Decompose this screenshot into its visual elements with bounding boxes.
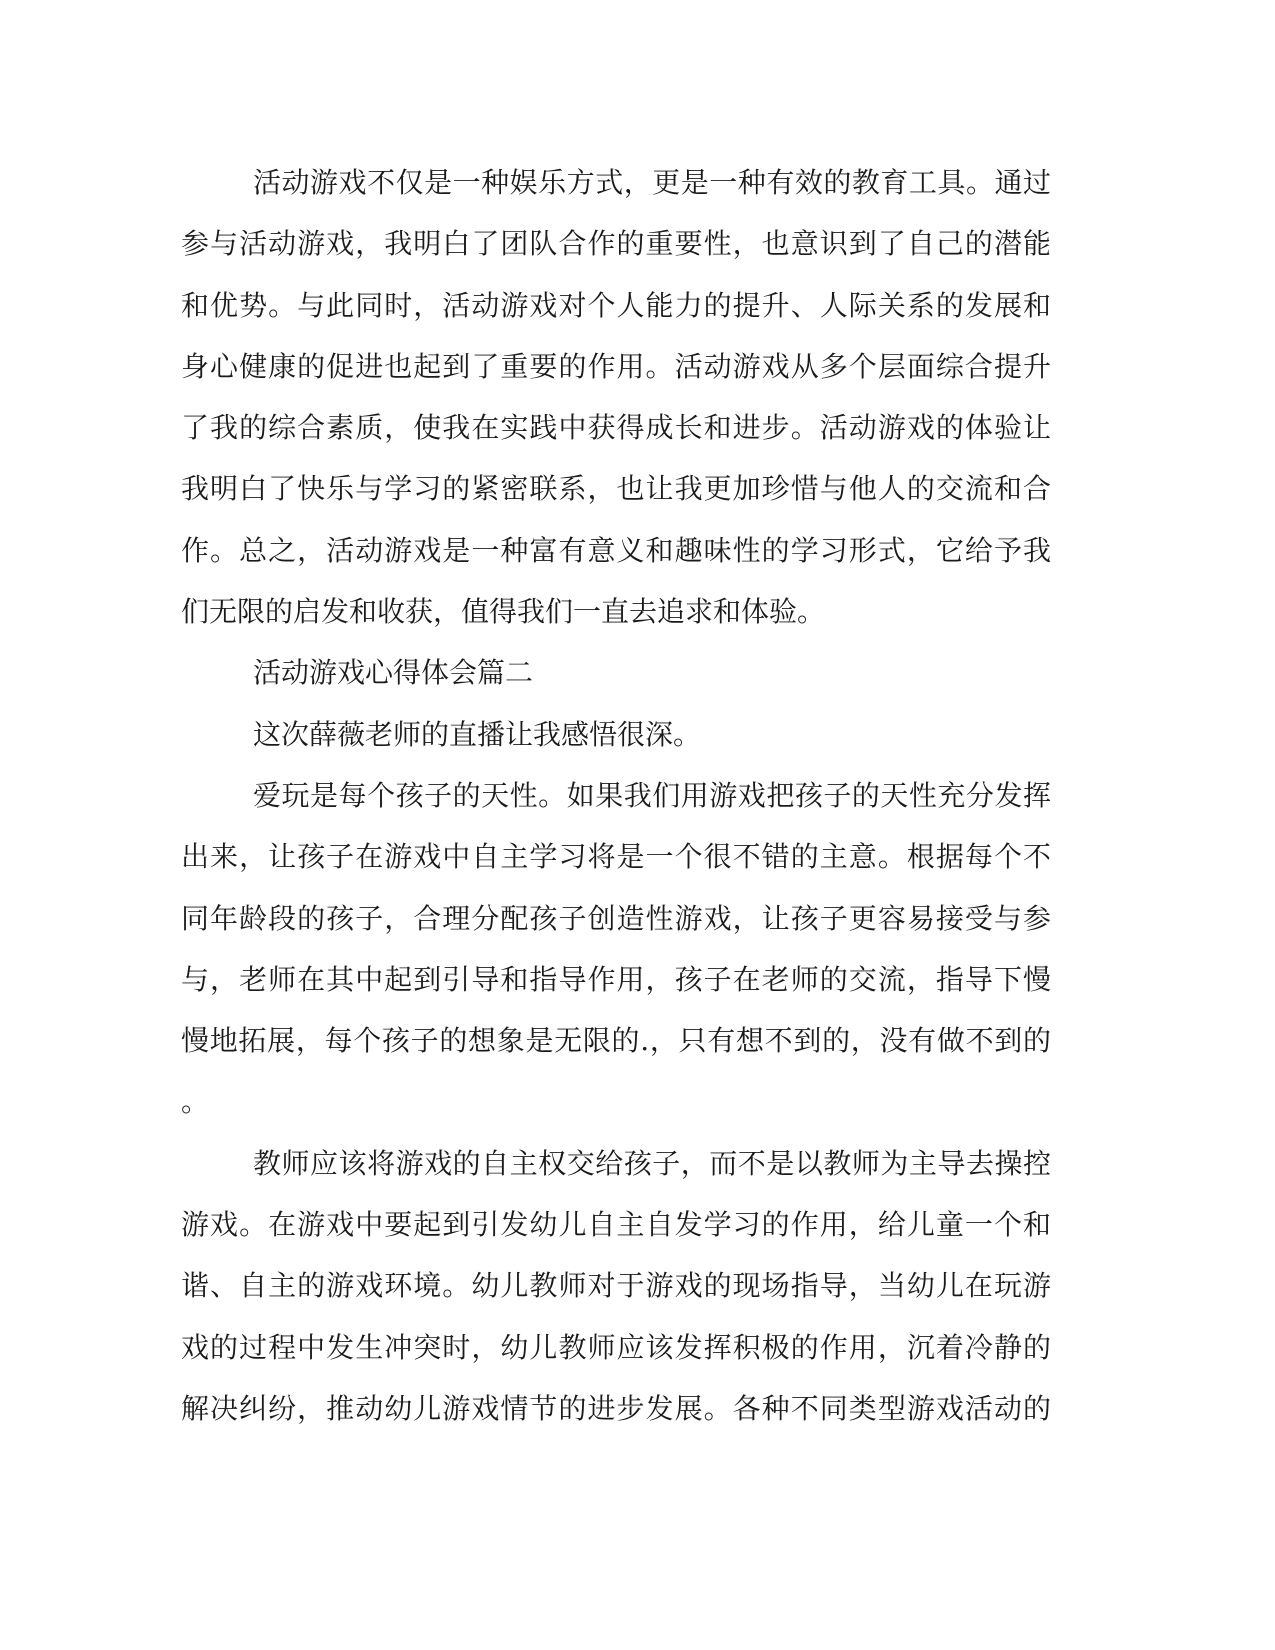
text-line: 作。总之，活动游戏是一种富有意义和趣味性的学习形式，它给予我 [181,533,1051,567]
text-line: 同年龄段的孩子，合理分配孩子创造性游戏，让孩子更容易接受与参 [181,901,1051,935]
text-line: 和优势。与此同时，活动游戏对个人能力的提升、人际关系的发展和 [181,288,1051,322]
paragraph [181,704,1051,765]
text-line: 教师应该将游戏的自主权交给孩子，而不是以教师为主导去操控 [253,1146,1051,1180]
text-line: 谐、自主的游戏环境。幼儿教师对于游戏的现场指导，当幼儿在玩游 [181,1269,1051,1303]
text-line: 爱玩是每个孩子的天性。如果我们用游戏把孩子的天性充分发挥 [253,778,1051,812]
paragraph [181,1133,1051,1439]
text-line: 与，老师在其中起到引导和指导作用，孩子在老师的交流，指导下慢 [181,962,1051,996]
text-line: 们无限的启发和收获，值得我们一直去追求和体验。 [181,595,826,629]
text-line: 出来，让孩子在游戏中自主学习将是一个很不错的主意。根据每个不 [181,840,1051,874]
paragraph [181,152,1051,642]
document-body [181,152,1051,1439]
text-line: 了我的综合素质，使我在实践中获得成长和进步。活动游戏的体验让 [181,411,1051,445]
paragraph [181,765,1051,1133]
text-line: 。 [181,1085,210,1119]
text-line: 活动游戏不仅是一种娱乐方式，更是一种有效的教育工具。通过 [253,166,1051,199]
text-line: 参与活动游戏，我明白了团队合作的重要性，也意识到了自己的潜能 [181,227,1051,261]
text-line: 戏的过程中发生冲突时，幼儿教师应该发挥积极的作用，沉着冷静的 [181,1330,1051,1364]
text-line: 活动游戏心得体会篇二 [253,656,534,690]
text-line: 这次薛薇老师的直播让我感悟很深。 [253,717,702,751]
text-line: 身心健康的促进也起到了重要的作用。活动游戏从多个层面综合提升 [181,349,1051,383]
text-line: 游戏。在游戏中要起到引发幼儿自主自发学习的作用，给儿童一个和 [181,1208,1051,1242]
section-heading [181,642,1051,703]
text-line: 解决纠纷，推动幼儿游戏情节的进步发展。各种不同类型游戏活动的 [181,1391,1051,1425]
text-line: 慢地拓展，每个孩子的想象是无限的.，只有想不到的，没有做不到的 [181,1024,1051,1058]
text-line: 我明白了快乐与学习的紧密联系，也让我更加珍惜与他人的交流和合 [181,472,1051,506]
